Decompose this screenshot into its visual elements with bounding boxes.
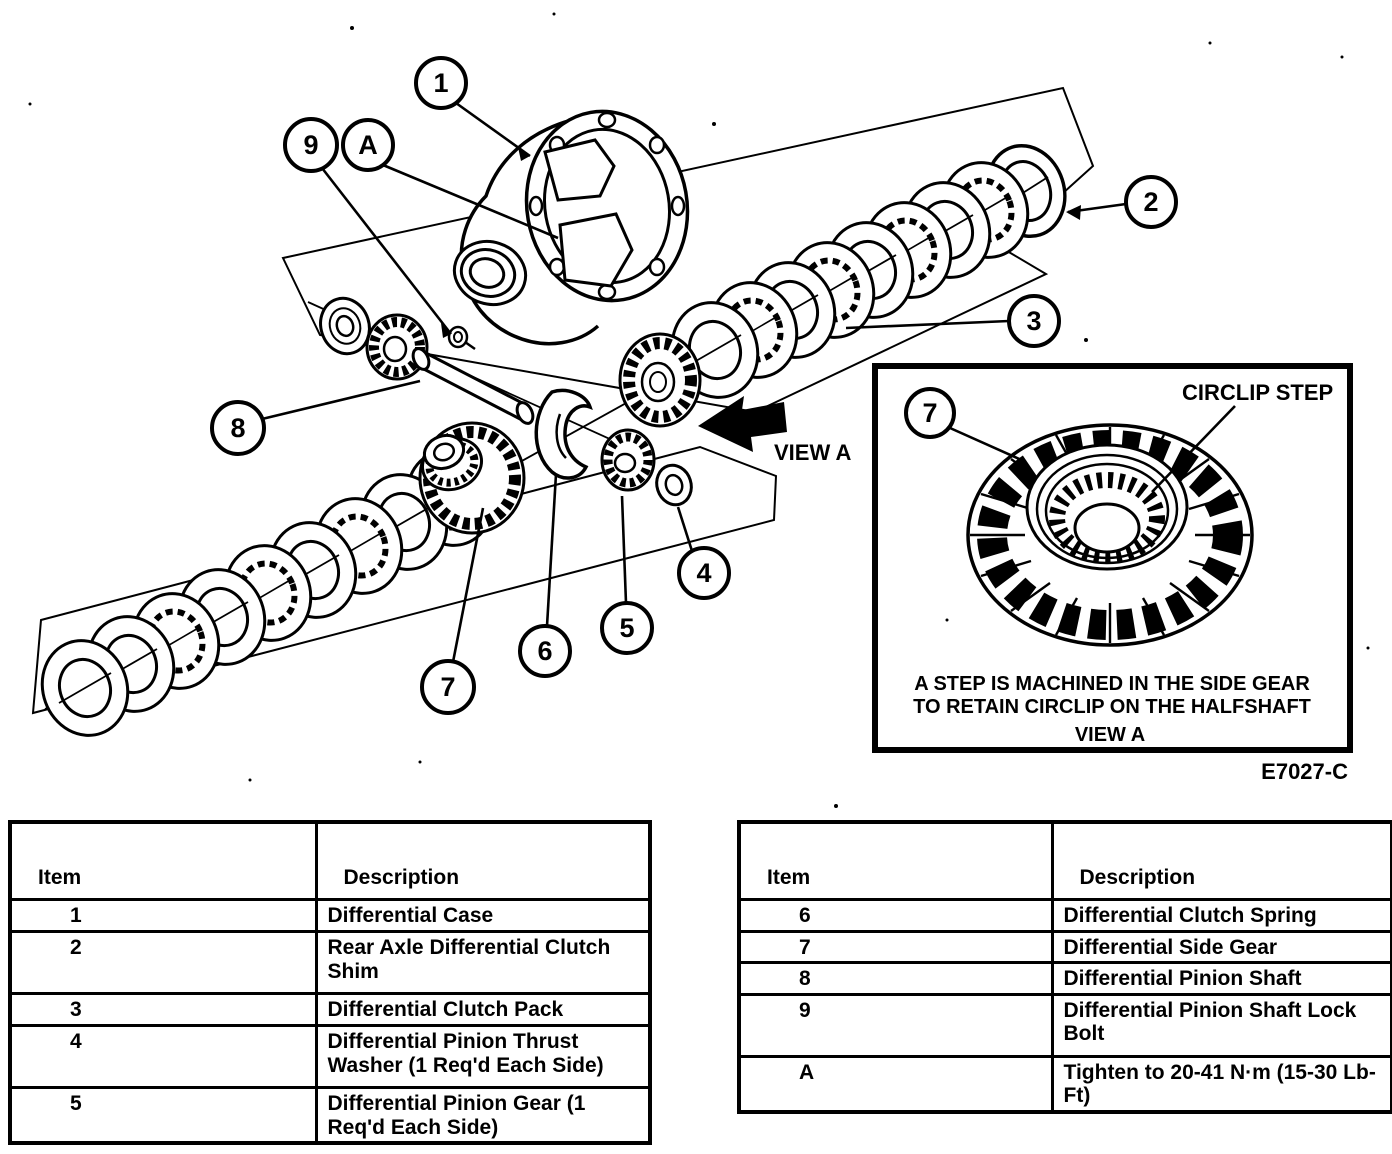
inset-callout-7 xyxy=(906,389,954,437)
svg-text:2: 2 xyxy=(1143,187,1159,217)
parts-table-left xyxy=(8,820,652,1145)
svg-text:7: 7 xyxy=(440,672,456,702)
svg-text:1: 1 xyxy=(433,68,449,98)
bevel-gear xyxy=(620,334,700,426)
table-row xyxy=(10,932,650,994)
item-number: 7 xyxy=(739,931,1052,963)
callout-1 xyxy=(416,58,466,108)
item-column-header: Item xyxy=(10,822,316,900)
svg-text:6: 6 xyxy=(537,636,553,666)
parts-table-right xyxy=(737,820,1392,1114)
item-number: A xyxy=(739,1056,1052,1112)
differential-case xyxy=(446,99,702,344)
item-number: 6 xyxy=(739,900,1052,932)
table-row xyxy=(739,994,1392,1056)
callout-2 xyxy=(1126,177,1176,227)
item-number: 2 xyxy=(10,932,316,994)
table-row xyxy=(739,963,1392,995)
item-description: Differential Pinion Shaft Lock Bolt xyxy=(1052,994,1392,1056)
differential-clutch-spring xyxy=(536,390,590,478)
svg-text:8: 8 xyxy=(230,413,246,443)
svg-text:4: 4 xyxy=(696,558,712,588)
item-number: 5 xyxy=(10,1088,316,1144)
inset-view-a-label: VIEW A xyxy=(1074,724,1146,746)
pinion-gear-right xyxy=(602,430,654,490)
table-row xyxy=(10,1088,650,1144)
inset-caption-line-2: TO RETAIN CIRCLIP ON THE HALFSHAFT xyxy=(913,696,1311,718)
item-column-header: Item xyxy=(739,822,1052,900)
item-number: 1 xyxy=(10,900,316,932)
item-description: Differential Pinion Shaft xyxy=(1052,963,1392,995)
table-row xyxy=(10,994,650,1026)
item-description: Differential Clutch Spring xyxy=(1052,900,1392,932)
callout-9 xyxy=(285,119,337,171)
table-row xyxy=(739,931,1392,963)
svg-text:5: 5 xyxy=(619,613,635,643)
item-number: 8 xyxy=(739,963,1052,995)
item-description: Differential Clutch Pack xyxy=(316,994,650,1026)
svg-text:7: 7 xyxy=(922,398,938,428)
item-number: 4 xyxy=(10,1026,316,1088)
callout-6 xyxy=(520,626,570,676)
pinion-shaft-lock-bolt xyxy=(449,327,475,349)
item-description: Differential Pinion Gear (1 Req'd Each Side) xyxy=(316,1088,650,1144)
svg-text:3: 3 xyxy=(1026,306,1042,336)
callout-3 xyxy=(1009,296,1059,346)
callout-A xyxy=(343,120,393,170)
pinion-thrust-washer-right xyxy=(652,461,697,510)
item-description: Differential Side Gear xyxy=(1052,931,1392,963)
item-description: Tighten to 20-41 N·m (15-30 Lb-Ft) xyxy=(1052,1056,1392,1112)
description-column-header: Description xyxy=(1052,822,1392,900)
pinion-gear-left xyxy=(367,315,427,379)
svg-text:9: 9 xyxy=(303,130,319,160)
view-a-label: VIEW A xyxy=(774,440,852,465)
callout-4 xyxy=(679,548,729,598)
table-row xyxy=(739,900,1392,932)
inset-side-gear xyxy=(968,425,1252,645)
drawing-code: E7027-C xyxy=(1261,759,1348,784)
table-row xyxy=(10,1026,650,1088)
callout-5 xyxy=(602,603,652,653)
callout-7 xyxy=(422,661,474,713)
differential-pinion-shaft xyxy=(410,346,536,426)
table-header-row xyxy=(10,822,650,900)
inset-caption-line-1: A STEP IS MACHINED IN THE SIDE GEAR xyxy=(914,673,1310,695)
callout-8 xyxy=(212,402,264,454)
item-number: 3 xyxy=(10,994,316,1026)
view-a-inset-box xyxy=(875,366,1350,750)
circlip-step-label: CIRCLIP STEP xyxy=(1182,380,1334,405)
item-description: Differential Case xyxy=(316,900,650,932)
item-description: Differential Pinion Thrust Washer (1 Req'd Each Side) xyxy=(316,1026,650,1088)
item-number: 9 xyxy=(739,994,1052,1056)
table-header-row xyxy=(739,822,1392,900)
table-row xyxy=(10,900,650,932)
table-row xyxy=(739,1056,1392,1112)
item-description: Rear Axle Differential Clutch Shim xyxy=(316,932,650,994)
description-column-header: Description xyxy=(316,822,650,900)
svg-text:A: A xyxy=(358,130,378,160)
